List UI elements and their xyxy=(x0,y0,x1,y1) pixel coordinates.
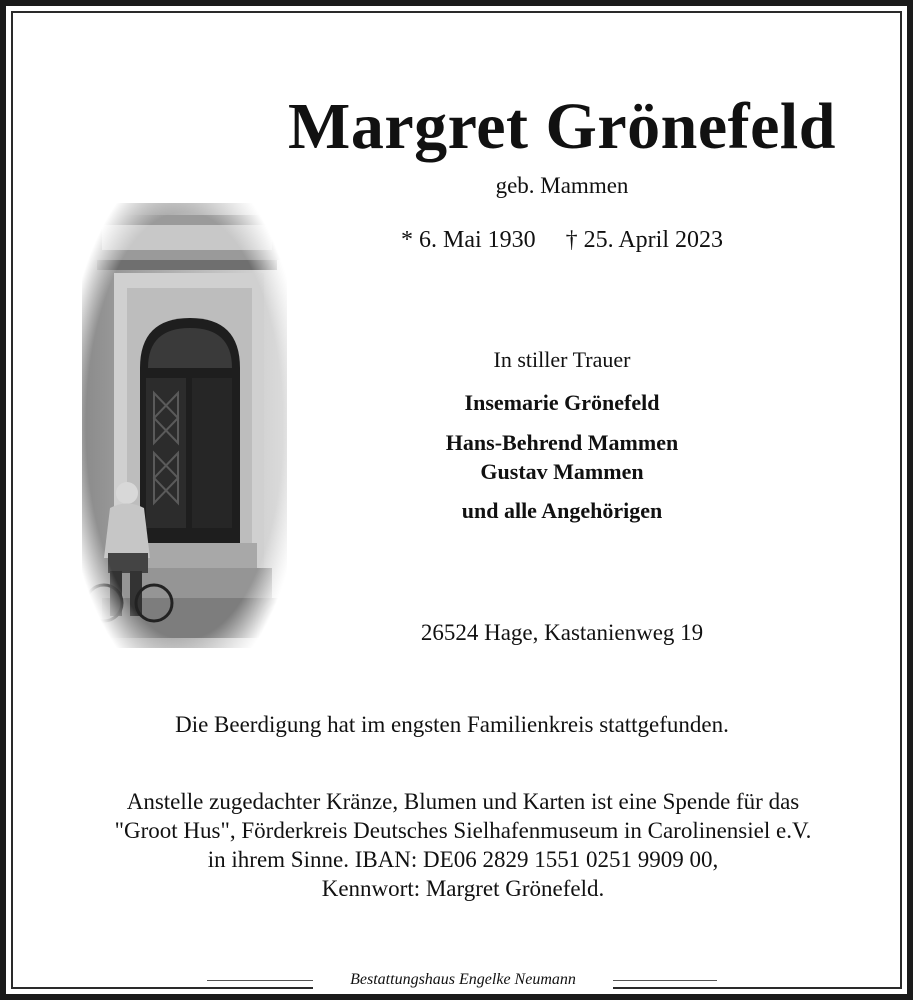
deceased-name: Margret Grönefeld xyxy=(288,90,836,163)
mourner-name: Hans-Behrend Mammen xyxy=(445,430,679,455)
obituary-card xyxy=(6,6,907,994)
mourner-name: Gustav Mammen xyxy=(480,459,644,484)
portrait-photo xyxy=(82,203,287,648)
donation-line: "Groot Hus", Förderkreis Deutsches Sielhafenmuseum in Carolinensiel e.V. xyxy=(114,818,812,843)
mourner-relatives: und alle Angehörigen xyxy=(461,498,663,523)
donation-note xyxy=(47,787,879,903)
funeral-home: Bestattungshaus Engelke Neumann xyxy=(313,969,613,991)
donation-line: Anstelle zugedachter Kränze, Blumen und Karten ist eine Spende für das xyxy=(126,789,800,814)
maiden-name: geb. Mammen xyxy=(495,173,629,198)
life-dates xyxy=(337,224,787,256)
burial-note: Die Beerdigung hat im engsten Familienkreis stattgefunden. xyxy=(175,712,729,737)
address: 26524 Hage, Kastanienweg 19 xyxy=(420,620,704,645)
mourner-name: Insemarie Grönefeld xyxy=(464,390,660,415)
footer xyxy=(7,969,906,993)
donation-line: Kennwort: Margret Grönefeld. xyxy=(321,876,605,901)
mourning-intro: In stiller Trauer xyxy=(493,347,631,372)
donation-line: in ihrem Sinne. IBAN: DE06 2829 1551 0251 9909 00, xyxy=(207,847,719,872)
death-date: † 25. April 2023 xyxy=(565,227,723,253)
birth-date: * 6. Mai 1930 xyxy=(400,227,536,253)
